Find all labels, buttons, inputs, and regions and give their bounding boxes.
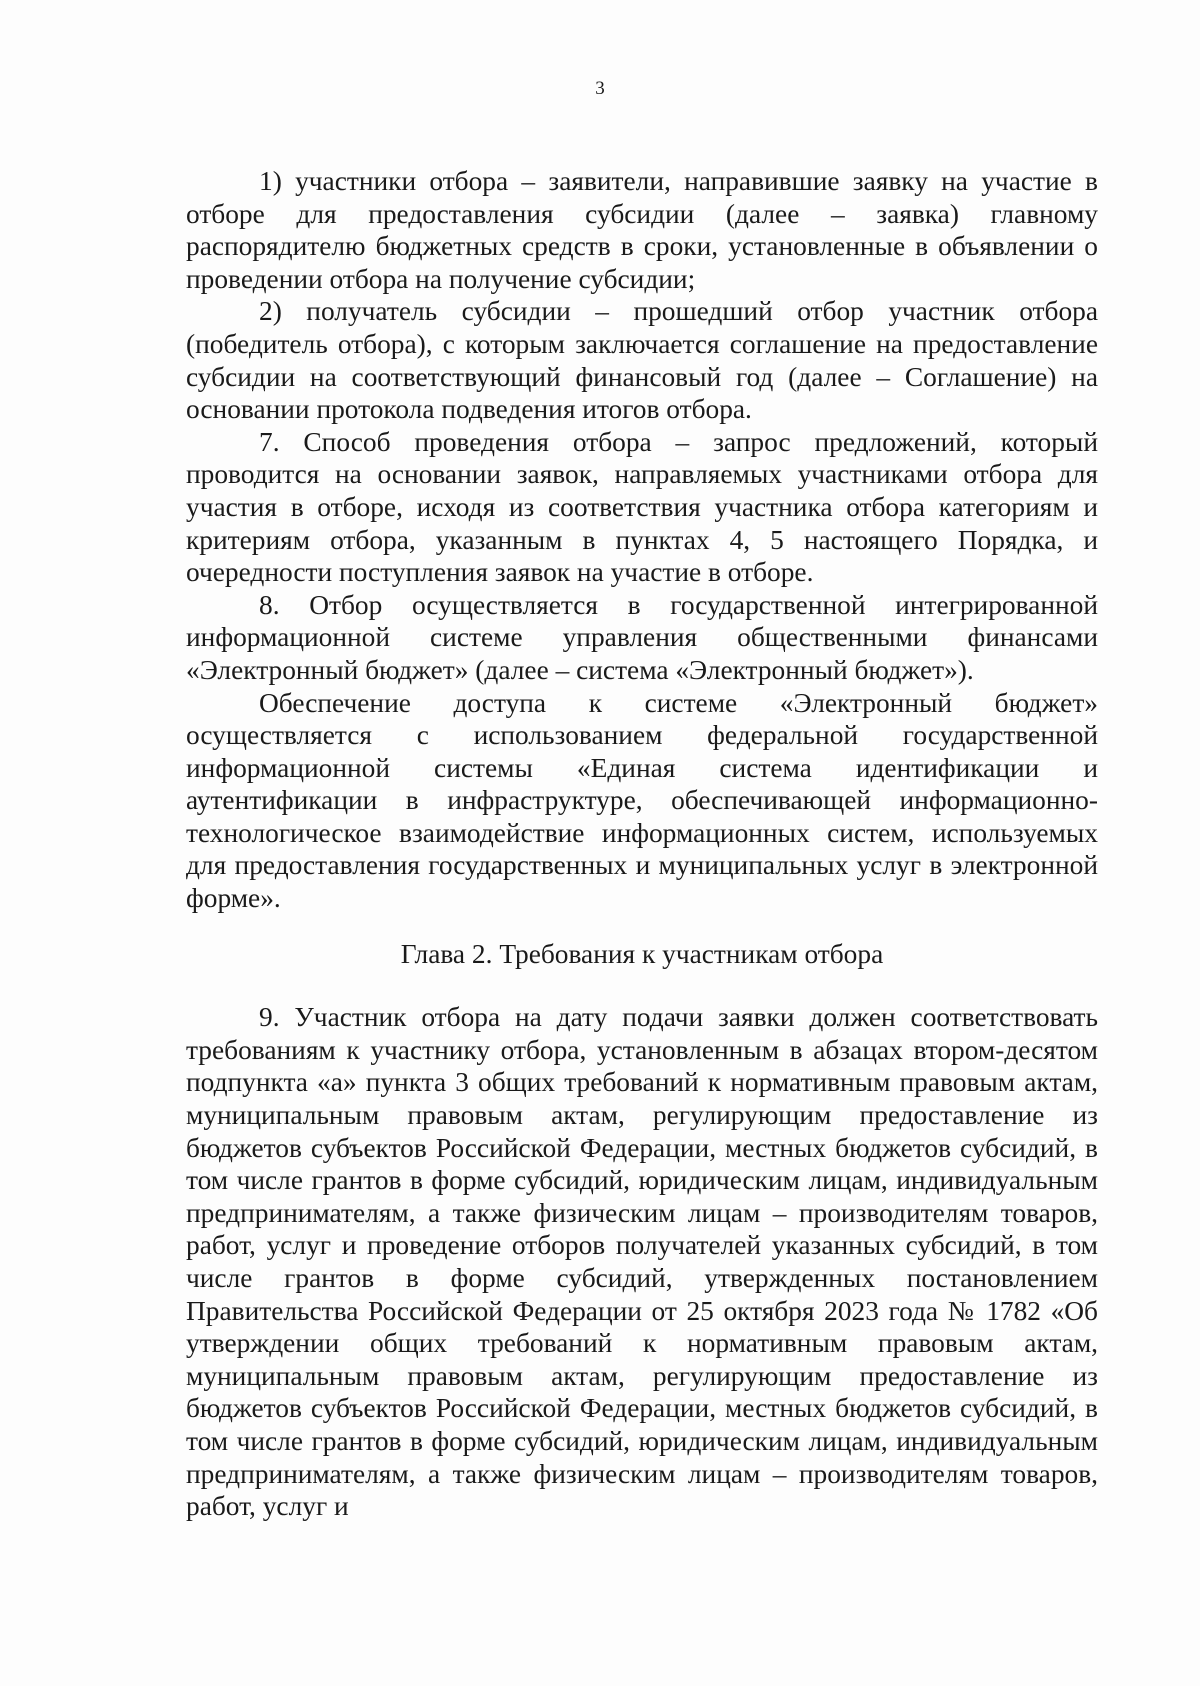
paragraph-selection-method: 7. Способ проведения отбора – запрос предложений, который проводится на основании заявок, направляемых участниками отбора для участия в отборе, исходя из соответствия участника отбора категориям и критериям отбора, указанным в пунктах 4, 5 настоящего Порядка, и очередности поступления заявок на участие в отборе. <box>186 426 1098 588</box>
paragraph-electronic-budget: 8. Отбор осуществляется в государственной интегрированной информационной системе управления общественными финансами «Электронный бюджет» (далее – система «Электронный бюджет»). <box>186 589 1098 685</box>
paragraph-access-provision: Обеспечение доступа к системе «Электронный бюджет» осуществляется с использованием федеральной государственной информационной системы «Единая система идентификации и аутентификации в инфраструктуре, обеспечивающей информационно-технологическое взаимодействие информационных систем, используемых для предоставления государственных и муниципальных услуг в электронной форме». <box>186 687 1098 914</box>
document-body <box>186 165 1098 1523</box>
paragraph-recipient: 2) получатель субсидии – прошедший отбор участник отбора (победитель отбора), с которым заключается соглашение на предоставление субсидии на соответствующий финансовый год (далее – Соглашение) на основании протокола подведения итогов отбора. <box>186 296 1098 425</box>
chapter-heading: Глава 2. Требования к участникам отбора <box>400 938 884 969</box>
paragraph-participants: 1) участники отбора – заявители, направившие заявку на участие в отборе для предоставления субсидии (далее – заявка) главному распорядителю бюджетных средств в сроки, установленные в объявлении о проведении отбора на получение субсидии; <box>186 166 1098 294</box>
paragraph-participant-requirements: 9. Участник отбора на дату подачи заявки должен соответствовать требованиям к участнику отбора, установленным в абзацах втором-десятом подпункта «а» пункта 3 общих требований к нормативным правовым актам, муниципальным правовым актам, регулирующим предоставление из бюджетов субъектов Российской Федерации, местных бюджетов субсидий, в том числе грантов в форме субсидий, юридическим лицам, индивидуальным предпринимателям, а также физическим лицам – производителям товаров, работ, услуг и проведение отборов получателей указанных субсидий, в том числе грантов в форме субсидий, утвержденных постановлением Правительства Российской Федерации от 25 октября 2023 года № 1782 «Об утверждении общих требований к нормативным правовым актам, муниципальным правовым актам, регулирующим предоставление из бюджетов субъектов Российской Федерации, местных бюджетов субсидий, в том числе грантов в форме субсидий, юридическим лицам, индивидуальным предпринимателям, а также физическим лицам – производителям товаров, работ, услуг и <box>186 1002 1098 1522</box>
page-number: 3 <box>595 78 605 99</box>
